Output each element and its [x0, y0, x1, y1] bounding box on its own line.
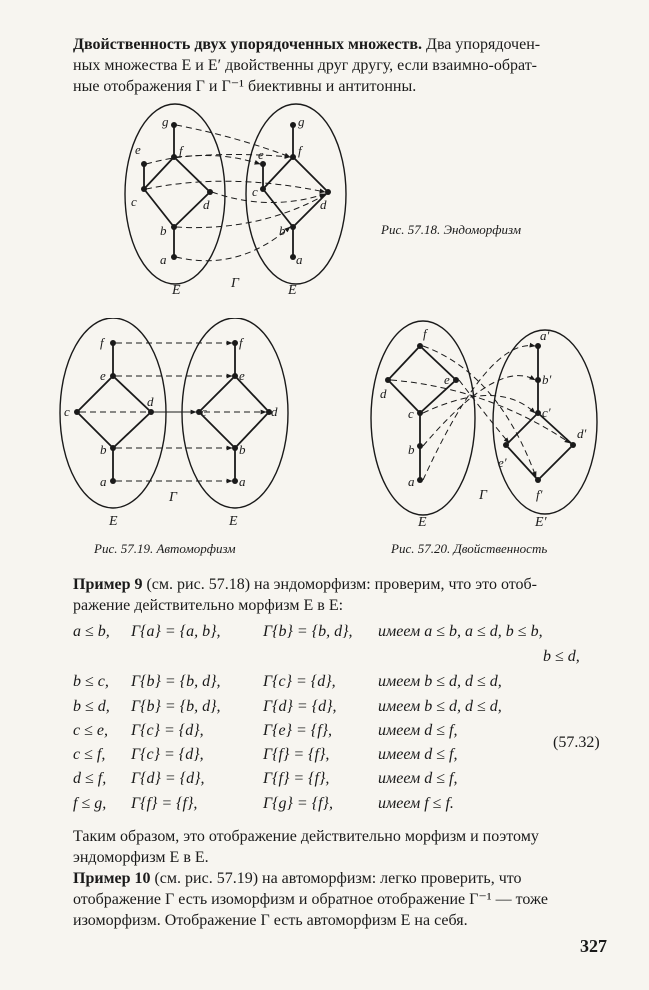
gamma-left: Γ{c} = {d}, — [131, 746, 204, 763]
result: имеем b ≤ d, d ≤ d, — [378, 698, 502, 715]
node-label-left-1: f — [179, 143, 183, 158]
node-label-left-5: a — [100, 474, 107, 489]
node-label-right-4: e′ — [498, 455, 507, 470]
node-label-left-0: f — [423, 326, 427, 341]
caption-57-20: Рис. 57.20. Двойственность — [391, 541, 548, 556]
equation-number: (57.32) — [553, 734, 600, 751]
gamma-right: Γ{g} = {f}, — [263, 795, 333, 812]
nodes-right — [503, 343, 576, 483]
node-label-left-2: e — [444, 372, 450, 387]
node-label-left-3: c — [408, 406, 414, 421]
node-label-left-0: g — [162, 114, 169, 129]
node-label-left-3: c — [131, 194, 137, 209]
set-label-right: E — [229, 514, 238, 529]
example-10-paragraph — [73, 868, 615, 931]
example-9-line-2: ражение действительно морфизм E в E: — [73, 597, 344, 614]
node-label-left-6: a — [160, 252, 167, 267]
gamma-left: Γ{b} = {b, d}, — [131, 698, 221, 715]
node-label-left-4: b — [100, 442, 107, 457]
conclusion-line-2: эндоморфизм E в E. — [73, 849, 209, 866]
example-9-line-1 — [73, 574, 615, 595]
example-10-title: Пример 10 — [73, 870, 151, 887]
example-10-line-1-rest: (см. рис. 57.19) на автоморфизм: легко проверить, что — [154, 870, 522, 887]
page-number: 327 — [580, 936, 607, 956]
intro-line-3: ные отображения Γ и Γ⁻¹ биективны и антитонны. — [73, 78, 417, 95]
equation-row — [73, 770, 633, 792]
result: имеем d ≤ f, — [378, 722, 458, 739]
node-label-right-3: d′ — [577, 426, 587, 441]
node-label-right-4: d — [320, 197, 327, 212]
equation-row — [73, 698, 633, 720]
conclusion-line-1: Таким образом, это отображение действительно морфизм и поэтому — [73, 828, 539, 845]
node-label-left-0: f — [100, 335, 104, 350]
node-label-left-2: c — [64, 404, 70, 419]
set-ellipse-right — [493, 330, 597, 514]
result: имеем b ≤ d, d ≤ d, — [378, 673, 502, 690]
result: имеем f ≤ f. — [378, 795, 454, 812]
relation: b ≤ d, — [73, 698, 110, 715]
gamma-right: Γ{f} = {f}, — [263, 746, 330, 763]
equation-row — [73, 623, 633, 645]
set-label-left: E — [172, 283, 181, 298]
set-label-left: E — [109, 514, 118, 529]
mapping-arrows — [80, 343, 266, 481]
relation: f ≤ g, — [73, 795, 107, 812]
result: имеем d ≤ f, — [378, 770, 458, 787]
set-label-right: E — [288, 283, 297, 298]
relation: c ≤ e, — [73, 722, 108, 739]
node-label-left-3: d — [147, 394, 154, 409]
node-label-left-5: b — [160, 223, 167, 238]
intro-line-1-rest: Два упорядочен- — [426, 36, 541, 53]
node-label-right-5: b — [279, 223, 286, 238]
node-label-right-3: d — [271, 404, 278, 419]
example-10-line-3: изоморфизм. Отображение Γ есть автоморфизм E на себя. — [73, 912, 468, 929]
result: b ≤ d, — [543, 648, 580, 665]
node-label-right-1: e — [239, 368, 245, 383]
caption-57-19: Рис. 57.19. Автоморфизм — [94, 541, 236, 556]
gamma-right: Γ{e} = {f}, — [263, 722, 333, 739]
hasse-left — [144, 125, 210, 257]
equation-row — [73, 648, 633, 670]
node-label-right-0: g — [298, 114, 305, 129]
set-label-right: E′ — [535, 515, 547, 530]
node-label-right-3: c — [252, 184, 258, 199]
figure-57-20 — [368, 318, 608, 532]
gamma-left: Γ{c} = {d}, — [131, 722, 204, 739]
gamma-right: Γ{d} = {d}, — [263, 698, 337, 715]
map-label: Γ — [231, 276, 239, 291]
set-ellipse-left — [371, 321, 475, 515]
example-9-line-1-rest: (см. рис. 57.18) на эндоморфизм: проверим, что это отоб- — [146, 576, 537, 593]
map-label: Γ — [479, 488, 487, 503]
relation: a ≤ b, — [73, 623, 110, 640]
relation: b ≤ c, — [73, 673, 109, 690]
caption-57-18: Рис. 57.18. Эндоморфизм — [381, 222, 522, 237]
gamma-left: Γ{a} = {a, b}, — [131, 623, 221, 640]
nodes-left — [141, 122, 213, 260]
relation: d ≤ f, — [73, 770, 107, 787]
example-10-line-2: отображение Γ есть изоморфизм и обратное отображение Γ⁻¹ — тоже — [73, 891, 548, 908]
intro-line-2: ных множества E и E′ двойственны друг другу, если взаимно-обрат- — [73, 57, 538, 74]
relation: c ≤ f, — [73, 746, 106, 763]
intro-heading: Двойственность двух упорядоченных множеств. — [73, 36, 423, 53]
node-label-left-1: e — [100, 368, 106, 383]
node-label-right-5: a — [239, 474, 246, 489]
node-label-right-0: f — [239, 335, 243, 350]
node-label-right-1: b′ — [542, 372, 552, 387]
example-9-title: Пример 9 — [73, 576, 143, 593]
node-label-right-5: f′ — [536, 487, 543, 502]
equation-row — [73, 722, 633, 744]
intro-paragraph — [73, 34, 615, 97]
node-label-left-4: d — [203, 197, 210, 212]
intro-line-1 — [73, 34, 615, 55]
node-label-left-4: b — [408, 442, 415, 457]
figure-57-18 — [118, 102, 358, 298]
node-label-left-2: e — [135, 142, 141, 157]
gamma-right: Γ{c} = {d}, — [263, 673, 336, 690]
node-label-right-0: a′ — [540, 328, 550, 343]
node-label-left-1: d — [380, 386, 387, 401]
node-label-right-6: a — [296, 252, 303, 267]
node-label-right-1: f — [298, 143, 302, 158]
result: имеем a ≤ b, a ≤ d, b ≤ b, — [378, 623, 543, 640]
example-9-paragraph — [73, 574, 615, 616]
conclusion-paragraph — [73, 826, 615, 868]
gamma-right: Γ{b} = {b, d}, — [263, 623, 353, 640]
gamma-left: Γ{f} = {f}, — [131, 795, 198, 812]
gamma-left: Γ{d} = {d}, — [131, 770, 205, 787]
node-label-right-2: c — [201, 404, 207, 419]
equation-row — [73, 673, 633, 695]
node-label-right-2: e — [258, 147, 264, 162]
figure-57-19 — [55, 318, 295, 532]
set-label-left: E — [418, 515, 427, 530]
equation-row — [73, 795, 633, 817]
nodes-left — [385, 343, 459, 483]
node-label-left-5: a — [408, 474, 415, 489]
gamma-right: Γ{f} = {f}, — [263, 770, 330, 787]
gamma-left: Γ{b} = {b, d}, — [131, 673, 221, 690]
example-10-line-1 — [73, 868, 615, 889]
node-label-right-4: b — [239, 442, 246, 457]
node-label-right-2: c′ — [542, 405, 551, 420]
map-label: Γ — [169, 490, 177, 505]
result: имеем d ≤ f, — [378, 746, 458, 763]
equation-row — [73, 746, 633, 768]
